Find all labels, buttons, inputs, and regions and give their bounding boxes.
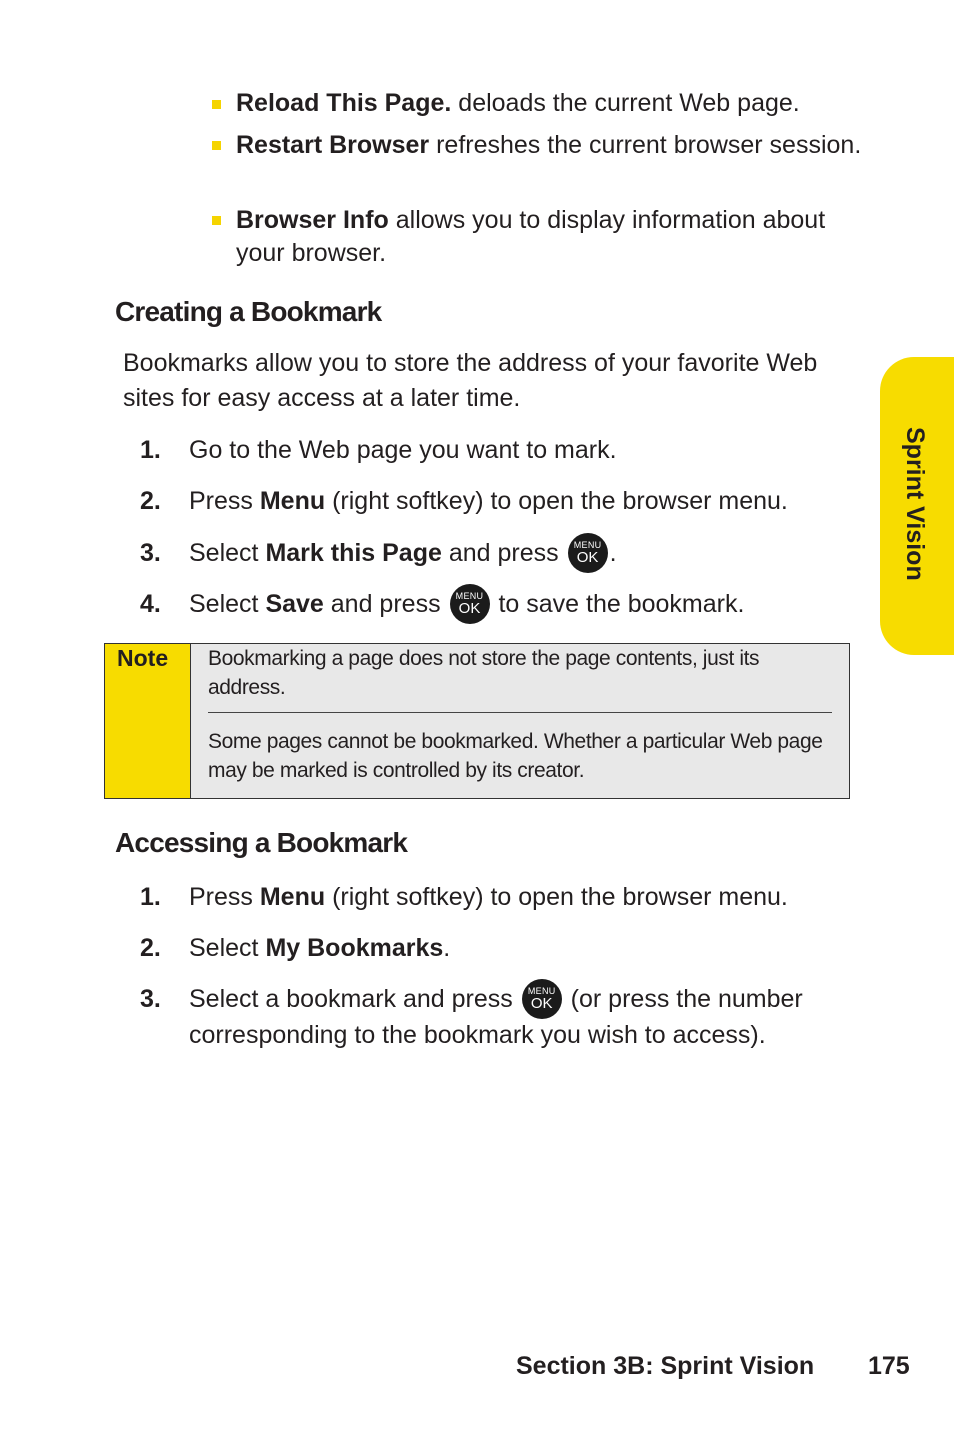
note-box [104,643,850,799]
side-tab-label: Sprint Vision [901,427,929,581]
bullet-marker [212,216,221,225]
menu-ok-key-icon: MENU OK [568,533,608,573]
note-label: Note [117,645,169,671]
bullet-reload: Reload This Page. deloads the current Web page. [236,89,800,117]
section-side-tab [880,357,954,655]
creating-heading: Creating a Bookmark [115,296,382,327]
page-number: 175 [868,1352,910,1380]
note-text-1: Bookmarking a page does not store the page contents, just its address. [208,647,760,699]
note-text-2: Some pages cannot be bookmarked. Whether a particular Web page may be marked is controlled by its creator. [208,730,823,782]
bullet-marker [212,141,221,150]
note-divider [208,712,832,713]
creating-intro: Bookmarks allow you to store the address of your favorite Web sites for easy access at a later time. [123,349,818,412]
accessing-heading: Accessing a Bookmark [115,827,408,858]
footer-section: Section 3B: Sprint Vision [516,1352,815,1380]
bullet-browser-info: Browser Info allows you to display information about your browser. [236,206,826,267]
bullet-marker [212,100,221,109]
menu-ok-key-icon: MENU OK [522,979,562,1019]
menu-ok-key-icon: MENU OK [450,584,490,624]
note-label-cell [105,644,191,798]
bullet-restart: Restart Browser refreshes the current browser session. [236,131,862,159]
